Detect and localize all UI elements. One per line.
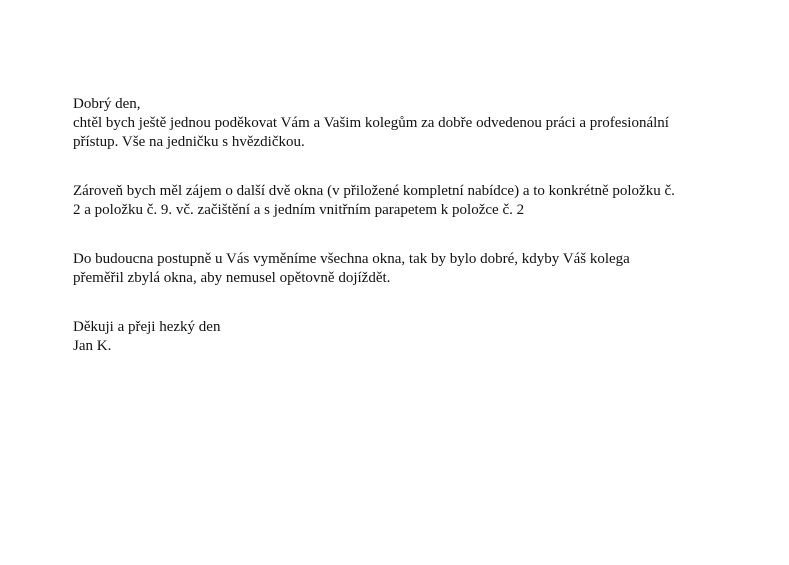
paragraph-line: přeměřil zbylá okna, aby nemusel opětovně dojíždět.: [73, 270, 391, 286]
paragraph-line: Do budoucna postupně u Vás vyměníme všechna okna, tak by bylo dobré, kdyby Váš kolega: [73, 251, 630, 267]
paragraph-line: chtěl bych ještě jednou poděkovat Vám a Vašim kolegům za dobře odvedenou práci a profesionální: [73, 115, 669, 131]
paragraph-thanks-for-work: [73, 114, 733, 152]
letter-body: [73, 95, 733, 356]
signature: Jan K.: [73, 338, 112, 354]
paragraph-additional-windows: [73, 182, 733, 220]
paragraph-line: přístup. Vše na jedničku s hvězdičkou.: [73, 134, 305, 150]
paragraph-line: 2 a položku č. 9. vč. začištění a s jedním vnitřním parapetem k položce č. 2: [73, 202, 525, 218]
greeting: Dobrý den,: [73, 96, 141, 112]
closing-thanks: Děkuji a přeji hezký den: [73, 319, 221, 335]
paragraph-future-plans: [73, 250, 733, 288]
paragraph-line: Zároveň bych měl zájem o další dvě okna (v přiložené kompletní nabídce) a to konkrétně položku č.: [73, 183, 675, 199]
